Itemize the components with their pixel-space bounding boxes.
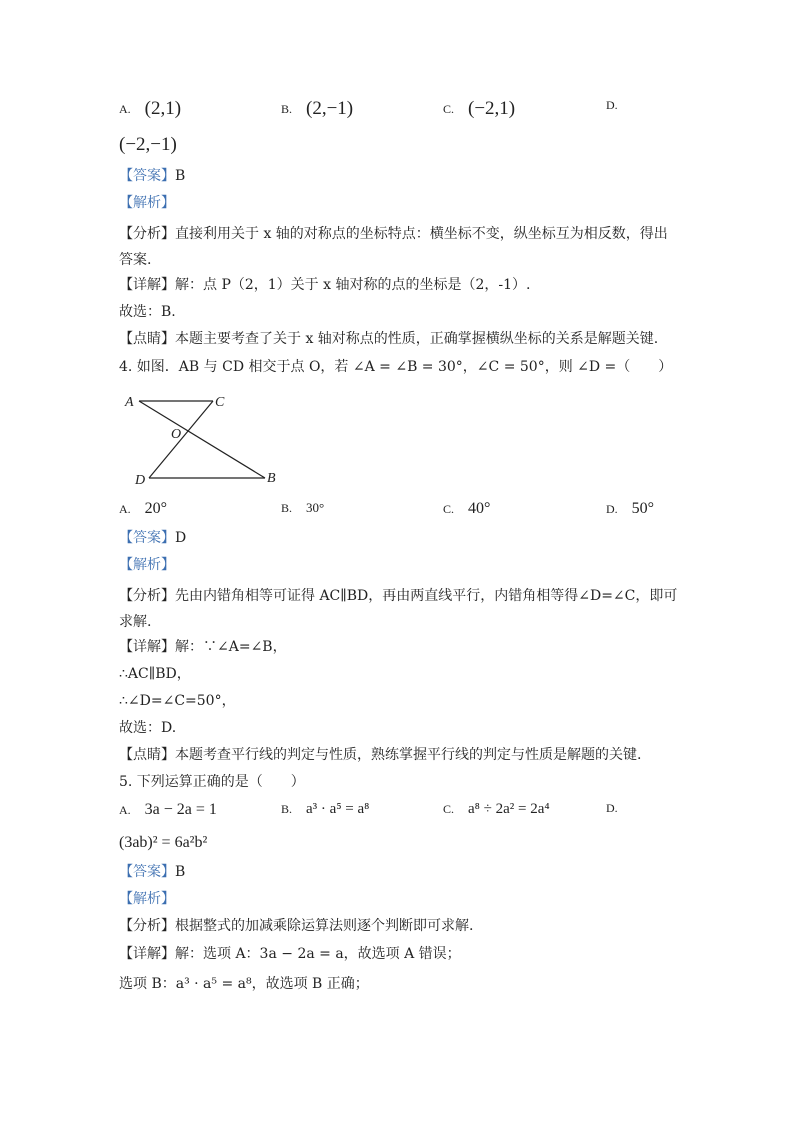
q3-analysis [119,221,679,273]
option-value: (3ab)² = 6a²b² [119,834,208,851]
answer-value: B [175,168,186,184]
q5-stem: 5. 下列运算正确的是（ ） [119,774,305,790]
option-value: (2,1) [144,98,182,119]
option-letter: B. [281,802,293,816]
option-value: 20° [144,500,168,517]
label-a: A [125,395,134,410]
option-value: (−2,1) [468,98,516,119]
option-letter: A. [119,802,131,817]
option-letter: D. [606,501,618,516]
analysis-tag: 【分析】 [119,918,175,934]
q5-options [119,801,679,827]
option-value: 30° [306,500,325,515]
q5-option-d-value-wrap [119,834,207,852]
detail-tag: 【详解】 [119,639,175,655]
q4-option-c[interactable] [443,500,490,518]
answer-tag: 【答案】 [119,530,175,546]
label-c: C [215,395,225,410]
analysis-text: 根据整式的加减乘除运算法则逐个判断即可求解. [175,918,474,934]
q4-detail-1 [119,638,287,656]
jiexi-tag: 【解析】 [119,557,175,573]
option-letter: C. [443,101,455,116]
option-letter: D. [606,98,618,112]
option-value: a³ · a⁵ = a⁸ [306,801,370,817]
q3-comment [119,330,658,348]
comment-tag: 【点睛】 [119,747,175,763]
q4-choose: 故选：D. [119,720,177,736]
label-b: B [267,471,276,486]
q5-option-b[interactable] [281,801,369,818]
detail-tag: 【详解】 [119,946,175,962]
q3-option-d[interactable] [606,98,618,113]
q3-jiexi [119,194,175,212]
answer-value: B [175,864,186,880]
q3-option-c[interactable] [443,98,515,120]
label-o: O [171,427,182,442]
q5-analysis [119,917,473,935]
comment-text: 本题考查平行线的判定与性质，熟练掌握平行线的判定与性质是解题的关键. [175,747,642,763]
q4-jiexi [119,556,175,574]
jiexi-tag: 【解析】 [119,891,175,907]
q4-options [119,500,679,526]
q3-option-a[interactable] [119,98,181,120]
analysis-tag: 【分析】 [119,588,175,604]
comment-tag: 【点睛】 [119,331,175,347]
option-value: 50° [631,500,655,517]
answer-value: D [175,530,187,546]
q4-option-d[interactable] [606,500,654,518]
q3-option-d-value-wrap [119,134,177,156]
q4-stem: 4. 如图．AB 与 CD 相交于点 O，若 ∠A = ∠B = 30°，∠C = 50°，则 ∠D =（ ） [119,359,673,375]
option-value: 3a − 2a = 1 [144,801,217,818]
q4-analysis [119,583,679,635]
q5-option-c[interactable] [443,801,550,818]
q4-detail-2: ∴AC∥BD， [119,666,191,682]
option-letter: C. [443,802,455,816]
q3-choose: 故选：B. [119,304,176,320]
analysis-text: 先由内错角相等可证得 AC∥BD，再由两直线平行，内错角相等得∠D=∠C，即可求解. [119,588,678,630]
q5-jiexi [119,890,175,908]
analysis-tag: 【分析】 [119,226,175,242]
option-letter: C. [443,501,455,516]
detail-tag: 【详解】 [119,277,175,293]
q4-detail-3: ∴∠D=∠C=50°， [119,693,236,709]
q4-option-a[interactable] [119,500,167,518]
comment-text: 本题主要考查了关于 x 轴对称点的性质，正确掌握横纵坐标的关系是解题关键. [175,331,659,347]
detail-text: 解：点 P（2，1）关于 x 轴对称的点的坐标是（2，-1）. [175,277,531,293]
answer-tag: 【答案】 [119,168,175,184]
option-letter: A. [119,101,131,116]
option-letter: B. [281,500,293,515]
q4-figure [119,388,289,488]
option-value: (−2,−1) [119,134,177,155]
option-value: 40° [468,500,491,517]
q5-detail-2: 选项 B：a³ · a⁵ = a⁸，故选项 B 正确； [119,976,369,992]
label-d: D [135,473,146,488]
option-letter: A. [119,501,131,516]
option-value: a⁸ ÷ 2a² = 2a⁴ [468,801,550,817]
option-letter: D. [606,801,618,815]
q4-comment [119,746,641,764]
detail-text: 解：选项 A：3a − 2a = a，故选项 A 错误； [175,946,461,962]
jiexi-tag: 【解析】 [119,195,175,211]
q5-option-d-value-row [119,834,679,860]
q3-option-d-value-row [119,134,679,160]
q4-answer [119,529,186,547]
q5-option-a[interactable] [119,801,217,819]
answer-tag: 【答案】 [119,864,175,880]
q4-option-b[interactable] [281,500,324,516]
q5-detail-1 [119,945,461,963]
detail-text: 解：∵∠A=∠B， [175,639,287,655]
q5-answer [119,863,185,881]
q3-detail [119,276,530,294]
q3-options [119,98,679,124]
option-value: (2,−1) [306,98,354,119]
option-letter: B. [281,101,293,116]
analysis-text: 直接利用关于 x 轴的对称点的坐标特点：横坐标不变，纵坐标互为相反数，得出答案. [119,226,668,268]
q5-option-d[interactable] [606,801,618,816]
q3-answer [119,167,185,185]
q3-option-b[interactable] [281,98,353,120]
